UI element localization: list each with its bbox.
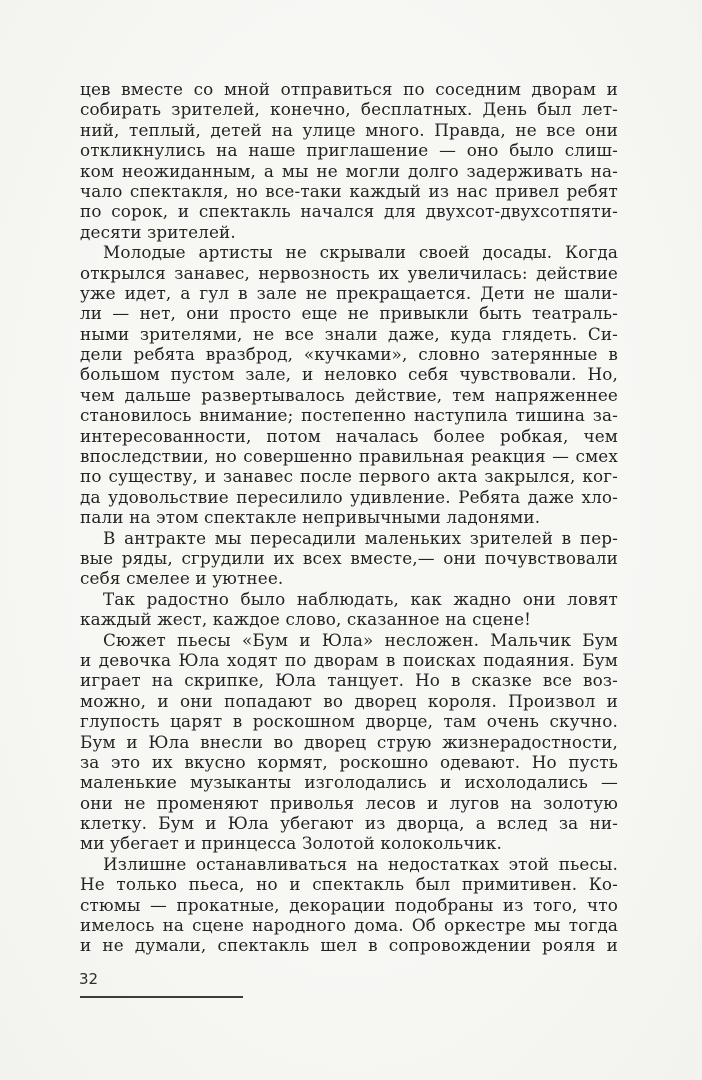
text-line: каждый жест, каждое слово, сказанное на сцене! [80,609,532,630]
text-line: Молодые артисты не скрывали своей досады. Когда [103,242,618,263]
text-line: открылся занавес, нервозность их увеличилась: действие [80,262,618,283]
text-line: играет на скрипке, Юла танцует. Но в сказке все воз- [80,670,618,691]
text-line: и девочка Юла ходят по дворам в поисках подаяния. Бум [80,649,618,670]
text-line: большом пустом зале, и неловко себя чувствовали. Но, [80,364,618,385]
text-line: ний, теплый, детей на улице много. Правда, не все они [80,119,618,140]
text-line: уже идет, а гул в зале не прекращается. Дети не шали- [80,282,618,303]
text-line: чало спектакля, но все-таки каждый из нас привел ребят [80,180,618,201]
text-line: Бум и Юла внесли во дворец струю жизнерадостности, [80,731,618,752]
text-line: откликнулись на наше приглашение — оно было слиш- [80,140,618,161]
text-line: В антракте мы пересадили маленьких зрителей в пер- [103,527,618,548]
text-line: стюмы — прокатные, декорации подобраны из того, что [80,894,618,915]
page-number: 32 [79,970,99,988]
text-line: Не только пьеса, но и спектакль был примитивен. Ко- [80,874,618,895]
text-line: ными зрителями, не все знали даже, куда глядеть. Си- [80,323,618,344]
text-line: они не променяют приволья лесов и лугов на золотую [80,792,618,813]
text-line: по сорок, и спектакль начался для двухсот-двухсотпяти- [80,201,618,222]
text-line: цев вместе со мной отправиться по соседним дворам и [80,79,618,99]
text-line: да удовольствие пересилило удивление. Ребята даже хло- [80,486,618,507]
text-line: Сюжет пьесы «Бум и Юла» несложен. Мальчик Бум [103,629,618,650]
text-line: десяти зрителей. [80,221,236,242]
text-line: клетку. Бум и Юла убегают из дворца, а вслед за ни- [80,813,618,834]
text-line: имелось на сцене народного дома. Об оркестре мы тогда [80,915,618,936]
text-line: вые ряды, сгрудили их всех вместе,— они почувствовали [80,547,618,568]
text-line: дели ребята вразброд, «кучками», словно затерянные в [80,344,618,365]
text-line: интересованности, потом началась более робкая, чем [80,425,618,446]
text-line: себя смелее и уютнее. [80,568,284,589]
text-line: пали на этом спектакле непривычными ладонями. [80,507,541,528]
text-line: ми убегает и принцесса Золотой колокольчик. [80,833,503,854]
footnote-rule [80,996,243,998]
text-line: можно, и они попадают во дворец короля. Произвол и [80,690,618,711]
text-line: становилось внимание; постепенно наступила тишина за- [80,405,618,426]
text-line: Излишне останавливаться на недостатках этой пьесы. [103,853,618,874]
text-line: ли — нет, они просто еще не привыкли быть театраль- [80,303,618,324]
text-line: ком неожиданным, а мы не могли долго задерживать на- [80,160,618,181]
text-line: маленькие музыканты изголодались и исхолодались — [80,772,618,793]
text-block [80,79,618,956]
text-line: по существу, и занавес после первого акта закрылся, ког- [80,466,618,487]
text-line: чем дальше развертывалось действие, тем напряженнее [80,384,618,405]
text-line: глупость царят в роскошном дворце, там очень скучно. [80,711,618,732]
text-line: Так радостно было наблюдать, как жадно они ловят [103,588,618,609]
text-line: впоследствии, но совершенно правильная реакция — смех [80,446,618,467]
text-line: собирать зрителей, конечно, бесплатных. День был лет- [80,99,618,120]
text-line: за это их вкусно кормят, роскошно одевают. Но пусть [80,751,618,772]
text-line: и не думали, спектакль шел в сопровождении рояля и [80,935,618,956]
